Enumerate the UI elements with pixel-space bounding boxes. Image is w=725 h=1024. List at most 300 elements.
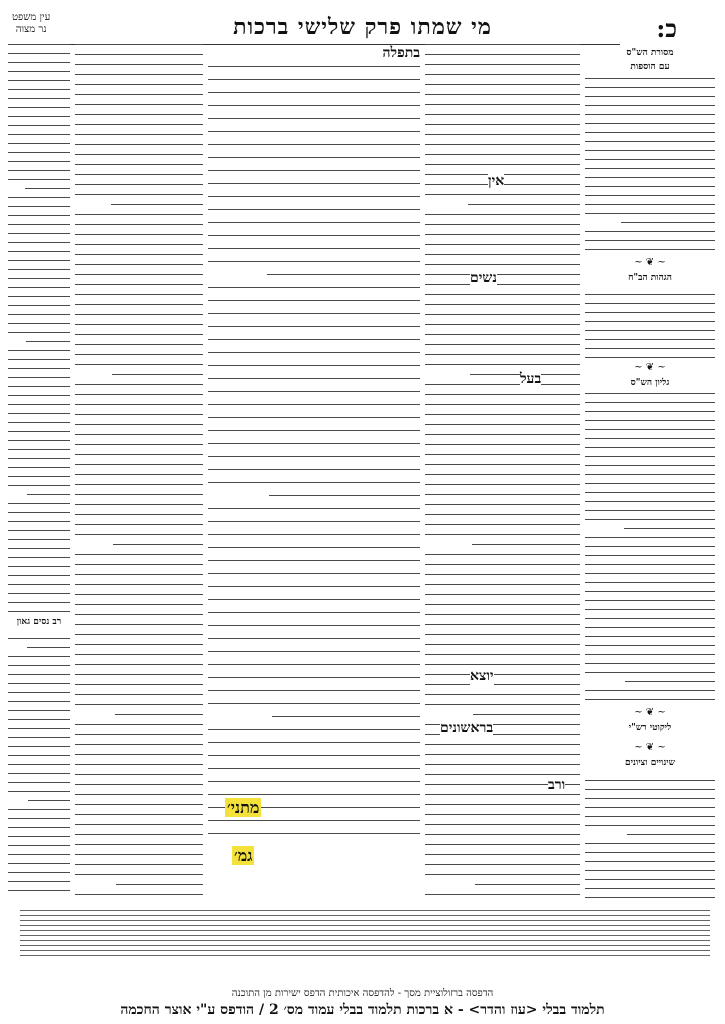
- text-line: [425, 494, 580, 495]
- text-line: [208, 521, 420, 522]
- text-line: [208, 755, 420, 756]
- text-line: [8, 854, 70, 855]
- text-line: [75, 94, 203, 95]
- text-line: [425, 894, 580, 895]
- text-line: [208, 261, 420, 262]
- page-footer: תלמוד בבלי <עוז והדר> - א ברכות תלמוד בבלי עמוד מס׳ 2 / הודפס ע"י אוצר החכמה: [120, 1002, 605, 1018]
- text-line: [8, 197, 70, 198]
- text-line: [585, 393, 715, 394]
- text-line: [75, 474, 203, 475]
- text-line: [425, 754, 580, 755]
- text-line: [75, 44, 203, 45]
- likutei-rashi-block: [585, 705, 715, 737]
- text-line: [585, 888, 715, 889]
- text-line: [472, 544, 581, 545]
- text-line: [208, 768, 420, 769]
- mishna-marker: [225, 798, 261, 818]
- text-line: [8, 296, 70, 297]
- text-line: [208, 378, 420, 379]
- text-line: [425, 354, 580, 355]
- print-notice: הדפסה ברזולוציית מסך - להדפסה איכותית הדפס ישירות מן התוכנה: [231, 988, 494, 999]
- text-line: [208, 365, 420, 366]
- text-line: [8, 575, 70, 576]
- text-line: [425, 444, 580, 445]
- text-line: [8, 485, 70, 486]
- hagahot-habach-title: הגהות הב"ח: [628, 273, 672, 283]
- text-line: [425, 654, 580, 655]
- text-line: [75, 394, 203, 395]
- text-line: [425, 364, 580, 365]
- text-line: [425, 224, 580, 225]
- text-line: [425, 324, 580, 325]
- text-line: [425, 674, 580, 675]
- text-line: [468, 204, 580, 205]
- text-line: [585, 96, 715, 97]
- likutei-rashi-title: ליקוטי רש"י: [628, 723, 672, 733]
- text-line: [425, 144, 580, 145]
- text-line: [624, 528, 715, 529]
- text-line: [208, 820, 420, 821]
- text-line: [8, 233, 70, 234]
- text-line: [111, 204, 203, 205]
- text-line: [425, 44, 580, 45]
- text-line: [8, 89, 70, 90]
- text-line: [75, 224, 203, 225]
- text-line: [8, 269, 70, 270]
- text-line: [585, 438, 715, 439]
- text-line: [8, 890, 70, 891]
- text-line: [8, 530, 70, 531]
- text-line: [585, 699, 715, 700]
- text-line: [75, 794, 203, 795]
- text-line: [425, 244, 580, 245]
- text-line: [208, 196, 420, 197]
- text-line: [8, 863, 70, 864]
- text-line: [8, 764, 70, 765]
- text-line: [8, 692, 70, 693]
- text-line: [75, 534, 203, 535]
- hagahot-habach-block: [585, 255, 715, 287]
- rashi-dibur-varav: ורב: [548, 777, 566, 793]
- rashi-dibur-rishonim: בראשונים: [440, 720, 494, 736]
- text-line: [425, 334, 580, 335]
- text-line: [208, 404, 420, 405]
- text-line: [75, 454, 203, 455]
- text-line: [425, 104, 580, 105]
- text-line: [8, 80, 70, 81]
- text-line: [585, 663, 715, 664]
- text-line: [75, 234, 203, 235]
- text-line: [208, 573, 420, 574]
- text-line: [75, 574, 203, 575]
- text-line: [75, 724, 203, 725]
- rav-nissim-block: [8, 612, 70, 631]
- gemara-opening-word: בתפלה: [382, 45, 420, 61]
- text-line: [208, 248, 420, 249]
- text-line: [75, 494, 203, 495]
- text-line: [585, 492, 715, 493]
- text-line: [425, 804, 580, 805]
- text-line: [585, 564, 715, 565]
- text-line: [425, 134, 580, 135]
- text-line: [75, 74, 203, 75]
- text-line: [425, 624, 580, 625]
- text-line: [8, 332, 70, 333]
- text-line: [75, 444, 203, 445]
- text-line: [425, 794, 580, 795]
- text-line: [208, 391, 420, 392]
- text-line: [8, 107, 70, 108]
- text-line: [585, 330, 715, 331]
- ein-mishpat-column: [8, 44, 70, 904]
- text-line: [208, 781, 420, 782]
- gemara-text: [208, 66, 420, 904]
- text-line: [585, 843, 715, 844]
- text-line: [8, 467, 70, 468]
- text-line: [208, 222, 420, 223]
- text-line: [8, 71, 70, 72]
- text-line: [425, 294, 580, 295]
- text-line: [75, 554, 203, 555]
- text-line: [27, 494, 70, 495]
- text-line: [75, 864, 203, 865]
- text-line: [75, 364, 203, 365]
- text-line: [75, 774, 203, 775]
- text-line: [20, 915, 710, 916]
- mishna-label: מתני׳: [227, 798, 260, 817]
- text-line: [20, 945, 710, 946]
- text-line: [75, 334, 203, 335]
- text-line: [208, 534, 420, 535]
- text-line: [75, 644, 203, 645]
- text-line: [113, 544, 203, 545]
- text-line: [112, 374, 203, 375]
- text-line: [8, 593, 70, 594]
- text-line: [425, 634, 580, 635]
- text-line: [8, 44, 70, 45]
- text-line: [425, 454, 580, 455]
- text-line: [75, 674, 203, 675]
- text-line: [585, 411, 715, 412]
- text-line: [585, 798, 715, 799]
- text-line: [8, 350, 70, 351]
- text-line: [425, 124, 580, 125]
- text-line: [208, 560, 420, 561]
- text-line: [208, 612, 420, 613]
- text-line: [8, 710, 70, 711]
- rashi-dibur-nashim: נשים: [470, 270, 497, 286]
- rashi-dibur-yotze: יוצא: [470, 668, 494, 684]
- text-line: [208, 300, 420, 301]
- text-line: [75, 504, 203, 505]
- text-line: [585, 150, 715, 151]
- text-line: [8, 404, 70, 405]
- text-line: [75, 594, 203, 595]
- text-line: [425, 764, 580, 765]
- text-line: [8, 368, 70, 369]
- page-title: מי שמתו פרק שלישי ברכות: [233, 14, 492, 40]
- text-line: [585, 519, 715, 520]
- text-line: [425, 434, 580, 435]
- text-line: [585, 339, 715, 340]
- text-line: [425, 344, 580, 345]
- text-line: [585, 114, 715, 115]
- text-line: [8, 278, 70, 279]
- shinuyim-title: שינויים וציונים: [624, 758, 675, 768]
- text-line: [8, 845, 70, 846]
- text-line: [425, 514, 580, 515]
- text-line: [585, 177, 715, 178]
- text-line: [585, 861, 715, 862]
- text-line: [8, 224, 70, 225]
- text-line: [425, 574, 580, 575]
- text-line: [75, 244, 203, 245]
- text-line: [75, 764, 203, 765]
- text-line: [8, 386, 70, 387]
- text-line: [75, 704, 203, 705]
- text-line: [585, 654, 715, 655]
- text-line: [75, 404, 203, 405]
- text-line: [425, 154, 580, 155]
- masoret-title: מסורת הש"ס: [626, 48, 674, 58]
- text-line: [585, 357, 715, 358]
- text-line: [75, 274, 203, 275]
- text-line: [585, 897, 715, 898]
- text-line: [425, 824, 580, 825]
- text-line: [585, 816, 715, 817]
- text-line: [585, 195, 715, 196]
- text-line: [8, 566, 70, 567]
- text-line: [75, 564, 203, 565]
- text-line: [208, 677, 420, 678]
- text-line: [115, 714, 203, 715]
- text-line: [75, 264, 203, 265]
- text-line: [208, 313, 420, 314]
- text-line: [75, 604, 203, 605]
- text-line: [8, 458, 70, 459]
- text-line: [75, 344, 203, 345]
- text-line: [75, 834, 203, 835]
- text-line: [20, 940, 710, 941]
- text-line: [269, 495, 420, 496]
- text-line: [75, 304, 203, 305]
- text-line: [8, 242, 70, 243]
- text-line: [75, 64, 203, 65]
- text-line: [208, 651, 420, 652]
- text-line: [425, 554, 580, 555]
- text-line: [585, 690, 715, 691]
- ein-mishpat-label: [12, 12, 50, 36]
- tosafot-text: [75, 44, 203, 904]
- text-line: [208, 417, 420, 418]
- text-line: [585, 402, 715, 403]
- text-line: [208, 625, 420, 626]
- text-line: [208, 287, 420, 288]
- text-line: [75, 424, 203, 425]
- text-line: [75, 484, 203, 485]
- text-line: [75, 184, 203, 185]
- text-line: [75, 384, 203, 385]
- text-line: [425, 814, 580, 815]
- text-line: [8, 449, 70, 450]
- text-line: [75, 214, 203, 215]
- text-line: [208, 443, 420, 444]
- text-line: [28, 800, 70, 801]
- text-line: [585, 348, 715, 349]
- text-line: [8, 719, 70, 720]
- text-line: [425, 874, 580, 875]
- text-line: [75, 144, 203, 145]
- text-line: [585, 609, 715, 610]
- text-line: [8, 746, 70, 747]
- text-line: [208, 664, 420, 665]
- text-line: [425, 524, 580, 525]
- text-line: [585, 789, 715, 790]
- text-line: [585, 186, 715, 187]
- text-line: [208, 105, 420, 106]
- text-line: [75, 734, 203, 735]
- text-line: [585, 159, 715, 160]
- text-line: [8, 728, 70, 729]
- text-line: [425, 584, 580, 585]
- text-line: [75, 294, 203, 295]
- text-line: [425, 54, 580, 55]
- gemara-column: [208, 44, 420, 904]
- text-line: [8, 656, 70, 657]
- text-line: [585, 600, 715, 601]
- ein-mishpat-text: [8, 44, 70, 904]
- text-line: [585, 546, 715, 547]
- masoret-subtitle: עם הוספות: [630, 62, 670, 72]
- text-line: [75, 124, 203, 125]
- text-line: [208, 144, 420, 145]
- text-line: [8, 143, 70, 144]
- text-line: [8, 359, 70, 360]
- text-line: [627, 834, 715, 835]
- text-line: [425, 854, 580, 855]
- text-line: [425, 284, 580, 285]
- text-line: [585, 825, 715, 826]
- text-line: [8, 206, 70, 207]
- text-line: [75, 824, 203, 825]
- text-line: [425, 94, 580, 95]
- text-line: [8, 881, 70, 882]
- ornament-divider: ~ ❦ ~: [634, 742, 666, 753]
- text-line: [20, 920, 710, 921]
- text-line: [208, 209, 420, 210]
- text-line: [473, 714, 580, 715]
- text-line: [425, 704, 580, 705]
- text-line: [75, 414, 203, 415]
- text-line: [425, 534, 580, 535]
- text-line: [585, 870, 715, 871]
- text-line: [75, 844, 203, 845]
- text-line: [585, 231, 715, 232]
- masoret-hashas-column: [585, 44, 715, 904]
- text-line: [425, 694, 580, 695]
- text-line: [425, 594, 580, 595]
- text-line: [208, 794, 420, 795]
- text-line: [425, 194, 580, 195]
- text-line: [8, 818, 70, 819]
- text-line: [75, 194, 203, 195]
- text-line: [585, 168, 715, 169]
- text-line: [208, 638, 420, 639]
- text-line: [425, 614, 580, 615]
- text-line: [75, 784, 203, 785]
- text-line: [585, 510, 715, 511]
- text-line: [585, 141, 715, 142]
- text-line: [267, 274, 420, 275]
- text-line: [208, 157, 420, 158]
- text-line: [425, 424, 580, 425]
- text-line: [425, 834, 580, 835]
- text-line: [8, 134, 70, 135]
- ein-mishpat-line2: נר מצוה: [15, 24, 47, 35]
- text-line: [585, 879, 715, 880]
- text-line: [75, 804, 203, 805]
- text-line: [75, 174, 203, 175]
- text-line: [75, 614, 203, 615]
- text-line: [425, 644, 580, 645]
- text-line: [208, 118, 420, 119]
- text-line: [8, 422, 70, 423]
- text-line: [585, 618, 715, 619]
- text-line: [425, 504, 580, 505]
- text-line: [75, 684, 203, 685]
- text-line: [425, 464, 580, 465]
- text-line: [75, 814, 203, 815]
- text-line: [8, 62, 70, 63]
- text-line: [585, 303, 715, 304]
- text-line: [208, 482, 420, 483]
- text-line: [585, 240, 715, 241]
- masoret-text: [585, 78, 715, 904]
- text-line: [8, 872, 70, 873]
- text-line: [208, 729, 420, 730]
- text-line: [75, 104, 203, 105]
- text-line: [425, 404, 580, 405]
- text-line: [8, 782, 70, 783]
- text-line: [425, 274, 580, 275]
- text-line: [585, 321, 715, 322]
- text-line: [25, 188, 70, 189]
- text-line: [585, 672, 715, 673]
- text-line: [75, 874, 203, 875]
- ornament-divider: ~ ❦ ~: [634, 257, 666, 268]
- text-line: [208, 690, 420, 691]
- text-line: [585, 123, 715, 124]
- text-line: [625, 681, 715, 682]
- text-line: [208, 352, 420, 353]
- text-line: [75, 464, 203, 465]
- text-line: [585, 501, 715, 502]
- text-line: [8, 179, 70, 180]
- text-line: [8, 413, 70, 414]
- text-line: [75, 154, 203, 155]
- text-line: [75, 894, 203, 895]
- text-line: [8, 539, 70, 540]
- text-line: [272, 716, 420, 717]
- text-line: [585, 249, 715, 250]
- text-line: [8, 548, 70, 549]
- text-line: [585, 87, 715, 88]
- text-line: [75, 134, 203, 135]
- text-line: [208, 508, 420, 509]
- text-line: [208, 66, 420, 67]
- text-line: [8, 125, 70, 126]
- rashi-dibur-ein: אין: [488, 173, 505, 189]
